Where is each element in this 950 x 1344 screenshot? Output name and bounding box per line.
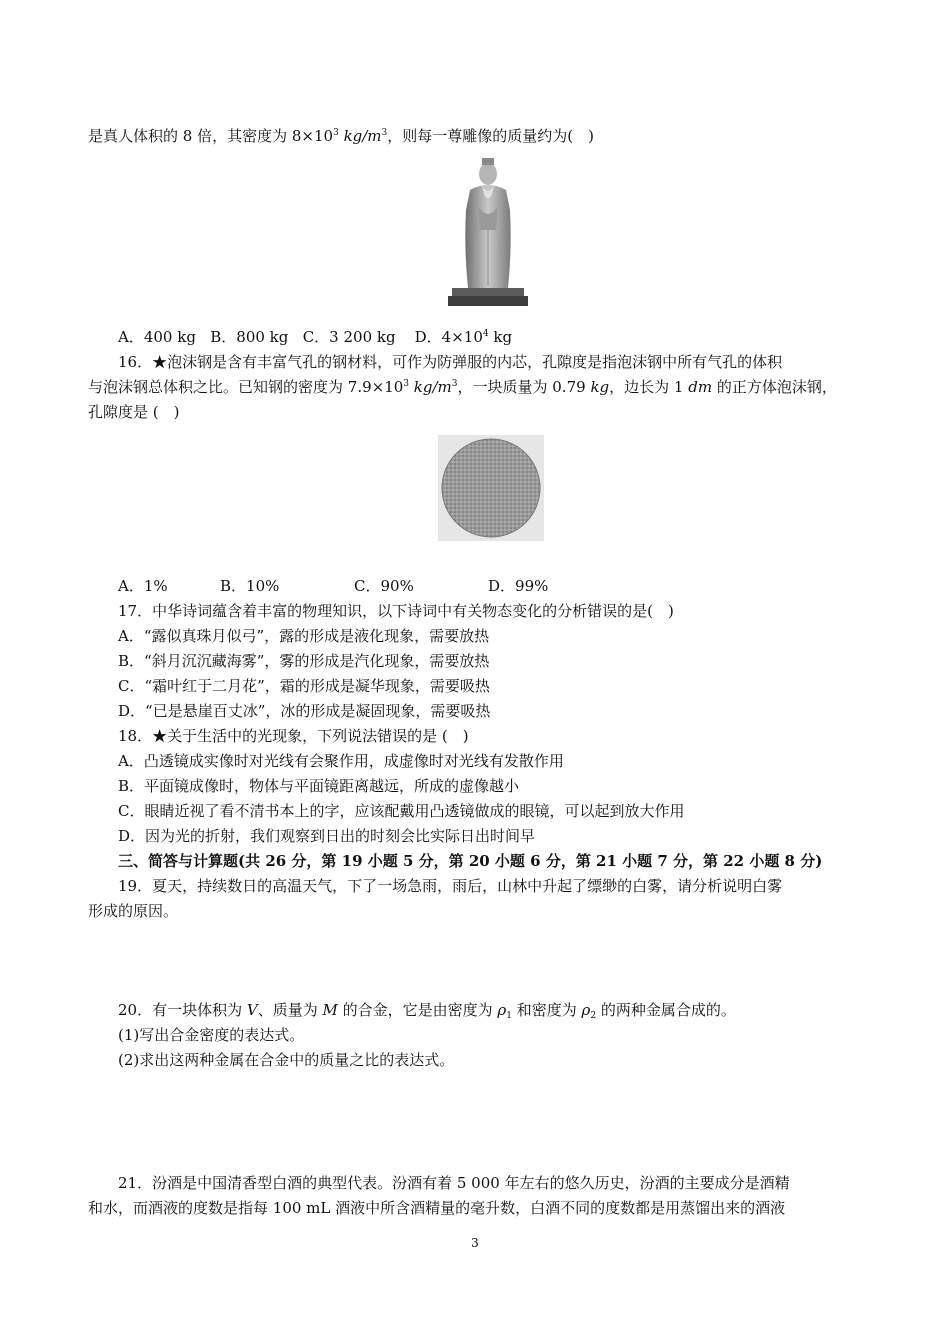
q17-option-c: C．“霜叶红于二月花”，霜的形成是凝华现象，需要吸热 xyxy=(118,677,490,695)
q18-option-b: B．平面镜成像时，物体与平面镜距离越远，所成的虚像越小 xyxy=(118,777,520,795)
page-number: 3 xyxy=(471,1236,479,1250)
q16-stem-line2: 与泡沫钢总体积之比。已知钢的密度为 $7.9\times 10^3$ $kg/m^3$，一块质量为 0.79 kg，边长为 1 dm 的正方体泡沫钢， xyxy=(88,378,837,396)
q18-option-d: D．因为光的折射，我们观察到日出的时刻会比实际日出时间早 xyxy=(118,827,536,845)
q18-option-c: C．眼睛近视了看不清书本上的字，应该配戴用凸透镜做成的眼镜，可以起到放大作用 xyxy=(118,802,685,820)
q15-stem: 是真人体积的 8 倍，其密度为 $8\times 10^3$ $kg/m^3$，则每一尊雕像的质量约为( ) xyxy=(88,127,594,145)
q17-option-d: D．“已是悬崖百丈冰”，冰的形成是凝固现象，需要吸热 xyxy=(118,702,491,720)
q17-stem: 17．中华诗词蕴含着丰富的物理知识，以下诗词中有关物态变化的分析错误的是( ) xyxy=(118,602,674,620)
q21-stem-line1: 21．汾酒是中国清香型白酒的典型代表。汾酒有着 5 000 年左右的悠久历史，汾酒的主要成分是酒精 xyxy=(118,1174,790,1192)
foam-steel-image xyxy=(438,435,544,541)
section-3-heading: 三、简答与计算题(共 26 分，第 19 小题 5 分，第 20 小题 6 分，第 21 小题 7 分，第 22 小题 8 分) xyxy=(118,852,823,870)
confucius-statue-image xyxy=(448,150,528,310)
q16-stem-line1: 16．★泡沫钢是含有丰富气孔的钢材料，可作为防弹服的内芯，孔隙度是指泡沫钢中所有气孔的体积 xyxy=(118,353,783,371)
q18-option-a: A．凸透镜成实像时对光线有会聚作用，成虚像时对光线有发散作用 xyxy=(118,752,564,770)
q19-stem-line1: 19．夏天，持续数日的高温天气，下了一场急雨，雨后，山林中升起了缥缈的白雾，请分析说明白雾 xyxy=(118,877,783,895)
q20-part-2: (2)求出这两种金属在合金中的质量之比的表达式。 xyxy=(118,1051,455,1069)
q19-stem-line2: 形成的原因。 xyxy=(88,902,179,920)
q15-options: A．400 kg B．800 kg C．3 200 kg D．$4\times 10^4$ kg xyxy=(118,328,513,346)
q18-stem: 18．★关于生活中的光现象，下列说法错误的是 ( ) xyxy=(118,727,469,745)
q17-option-b: B．“斜月沉沉藏海雾”，雾的形成是汽化现象，需要放热 xyxy=(118,652,490,670)
q20-stem: 20．有一块体积为 V、质量为 M 的合金，它是由密度为 $\rho_1$ 和密度为 $\rho_2$ 的两种金属合成的。 xyxy=(118,1001,736,1021)
q16-stem-line3: 孔隙度是 ( ) xyxy=(88,403,180,421)
q17-option-a: A．“露似真珠月似弓”，露的形成是液化现象，需要放热 xyxy=(118,627,490,645)
q21-stem-line2: 和水，而酒液的度数是指每 100 mL 酒液中所含酒精量的毫升数，白酒不同的度数都是用蒸馏出来的酒液 xyxy=(88,1199,786,1217)
q16-options: A．1% B．10% C．90% D．99% xyxy=(118,577,549,595)
q20-part-1: (1)写出合金密度的表达式。 xyxy=(118,1026,305,1044)
